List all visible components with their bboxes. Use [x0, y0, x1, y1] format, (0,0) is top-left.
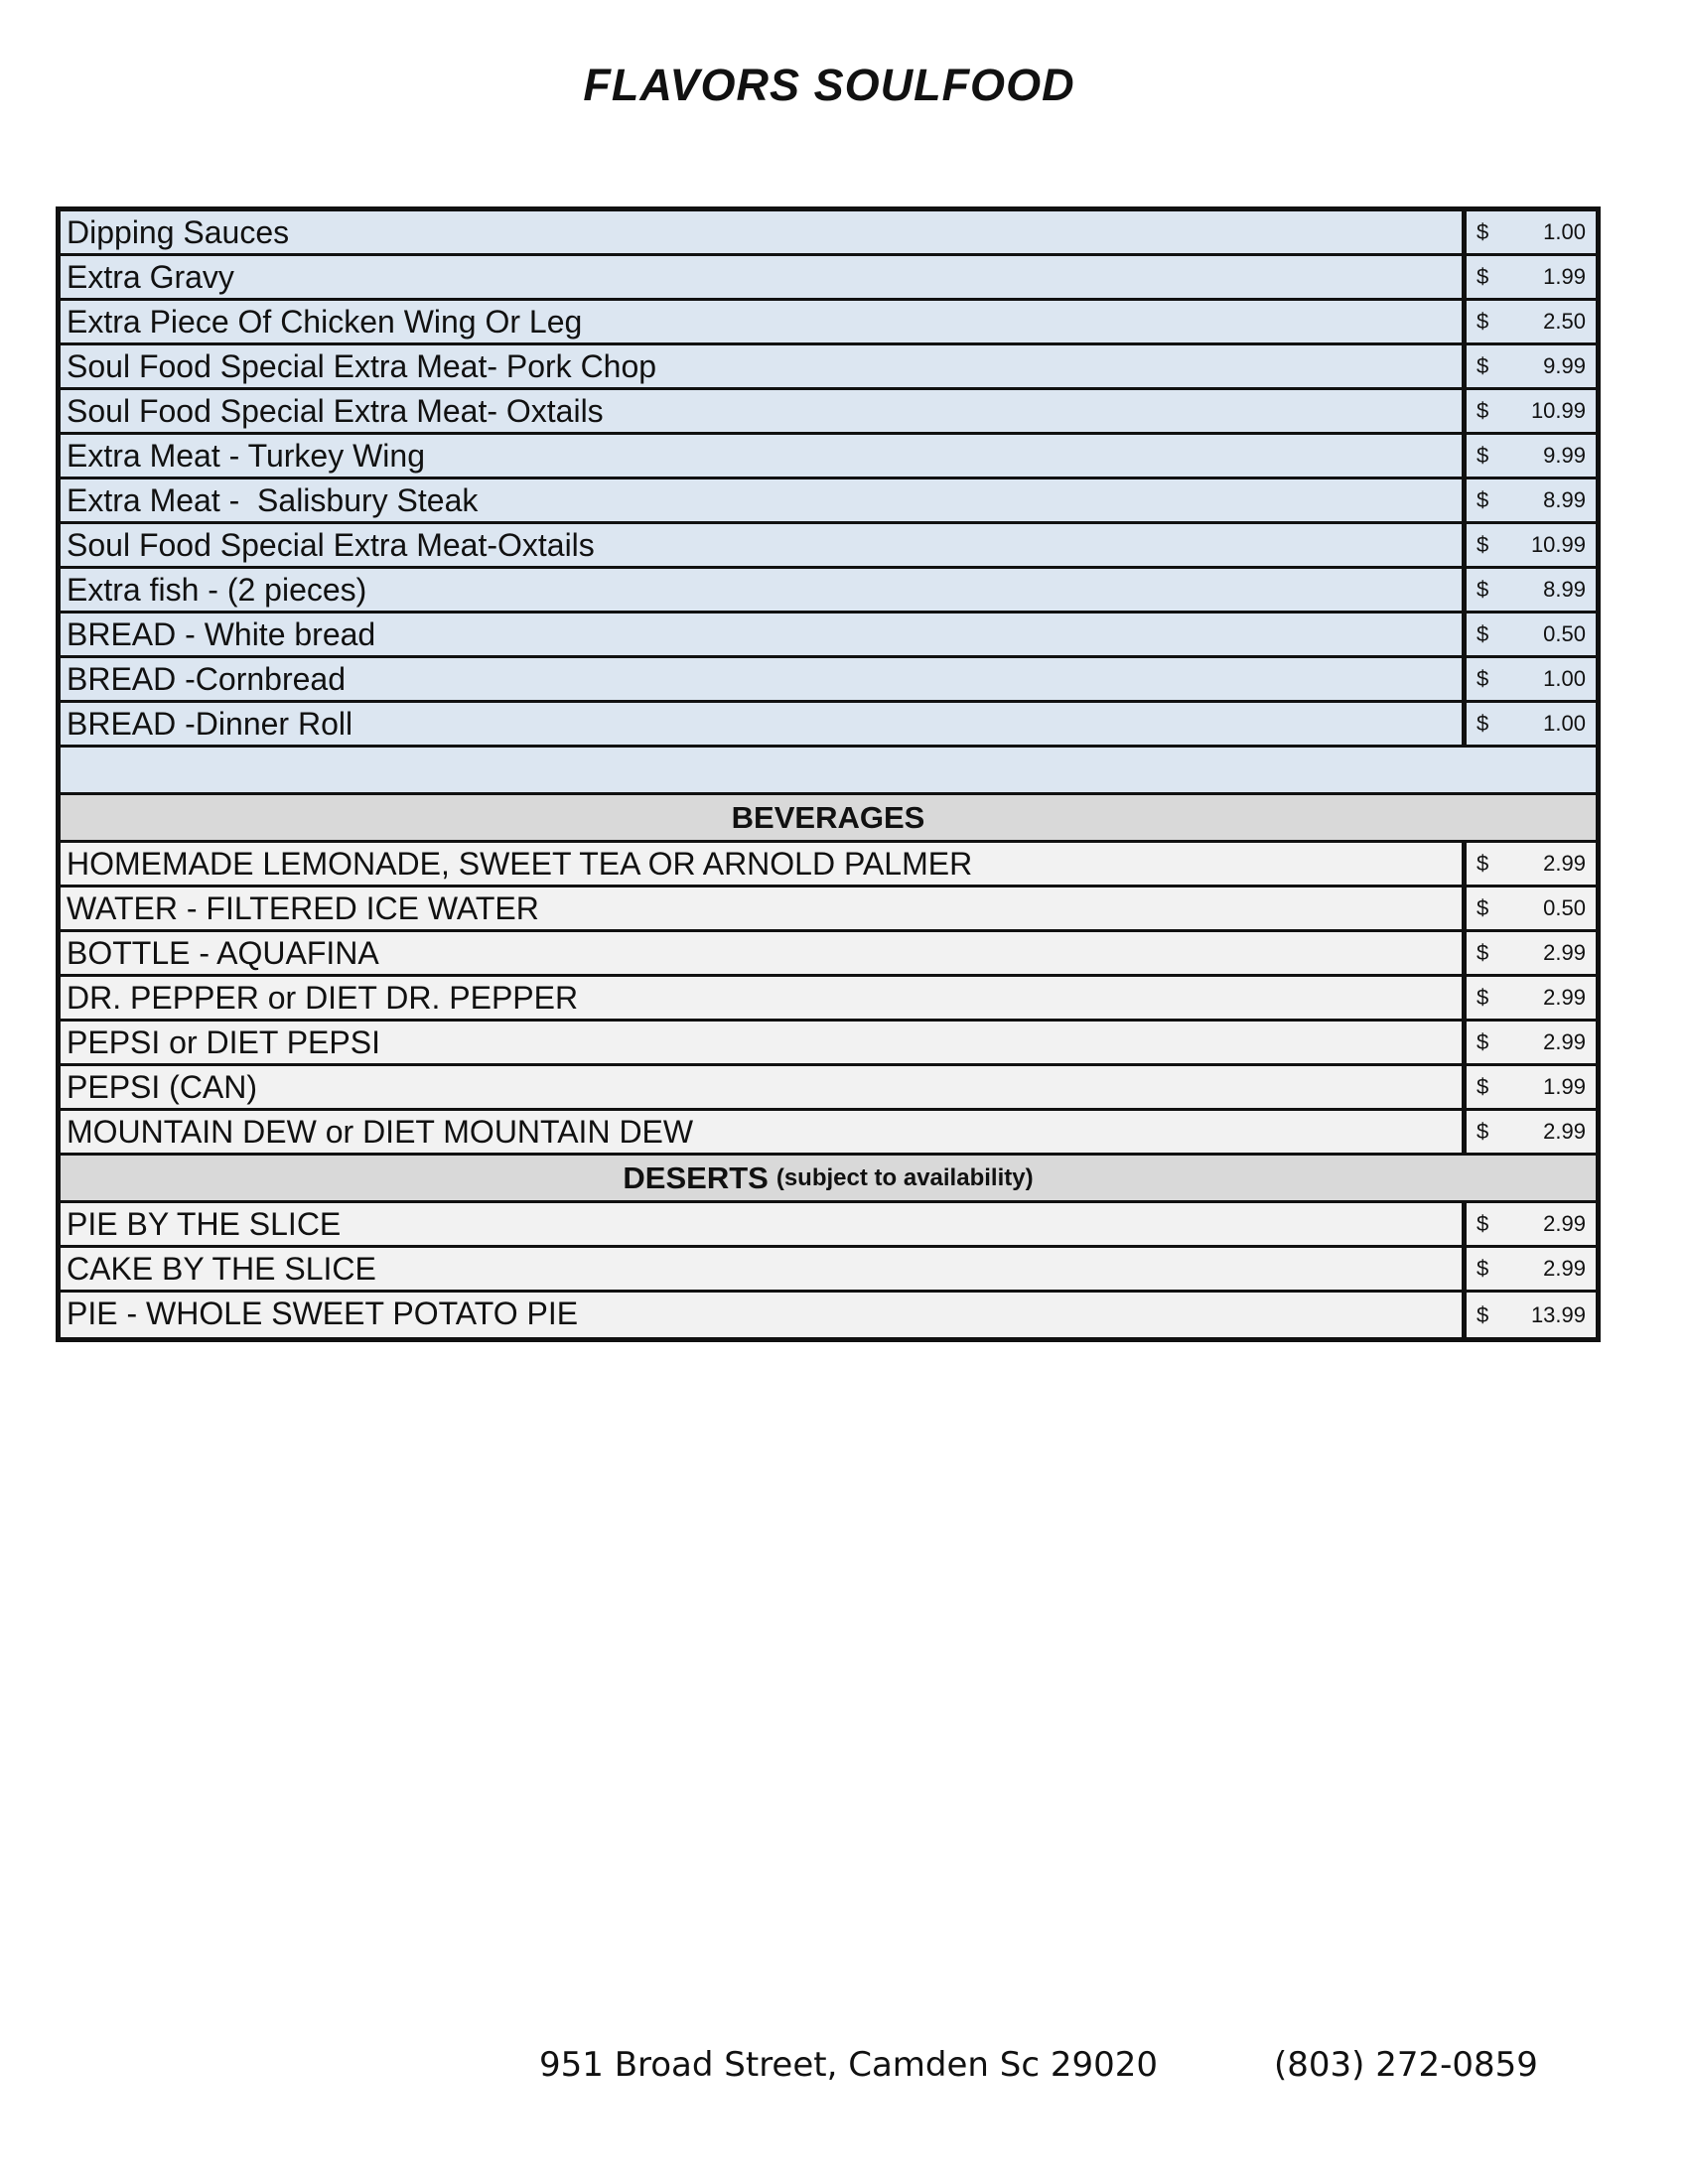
currency-symbol: $ [1477, 940, 1489, 965]
menu-row [61, 1248, 1596, 1293]
currency-symbol: $ [1477, 711, 1489, 736]
section-title: BEVERAGES [731, 799, 925, 835]
currency-symbol: $ [1477, 895, 1489, 920]
menu-row [61, 301, 1596, 345]
price-value: 2.99 [1543, 1211, 1586, 1236]
item-price [1462, 479, 1596, 521]
item-price [1462, 1022, 1596, 1063]
item-price [1462, 1111, 1596, 1153]
item-price [1462, 524, 1596, 566]
menu-row [61, 977, 1596, 1022]
item-price [1462, 1203, 1596, 1245]
currency-symbol: $ [1477, 1256, 1489, 1281]
menu-row [61, 614, 1596, 658]
menu-row [61, 1066, 1596, 1111]
item-price [1462, 614, 1596, 655]
item-name: Extra Meat - Turkey Wing [61, 435, 1462, 477]
item-name: PIE BY THE SLICE [61, 1203, 1462, 1245]
currency-symbol: $ [1477, 851, 1489, 876]
menu-row [61, 524, 1596, 569]
item-price [1462, 1293, 1596, 1337]
item-name: PEPSI or DIET PEPSI [61, 1022, 1462, 1063]
price-value: 2.99 [1543, 1256, 1586, 1281]
page-title: FLAVORS SOULFOOD [583, 60, 1075, 110]
currency-symbol: $ [1477, 487, 1489, 512]
price-value: 1.99 [1543, 264, 1586, 289]
item-price [1462, 703, 1596, 745]
menu-row [61, 435, 1596, 479]
price-value: 1.00 [1543, 219, 1586, 244]
item-price [1462, 1066, 1596, 1108]
item-name: BOTTLE - AQUAFINA [61, 932, 1462, 974]
price-value: 0.50 [1543, 621, 1586, 646]
price-value: 13.99 [1530, 1301, 1586, 1327]
item-price [1462, 345, 1596, 387]
section-note: (subject to availability) [775, 1163, 1034, 1191]
item-price [1462, 658, 1596, 700]
price-value: 9.99 [1543, 443, 1586, 468]
item-name: WATER - FILTERED ICE WATER [61, 887, 1462, 929]
menu-row [61, 345, 1596, 390]
item-name: BREAD -Dinner Roll [61, 703, 1462, 745]
item-name: PIE - WHOLE SWEET POTATO PIE [61, 1293, 1462, 1337]
deserts-header [61, 1156, 1596, 1203]
item-name: Extra Meat - Salisbury Steak [61, 479, 1462, 521]
currency-symbol: $ [1477, 353, 1489, 378]
currency-symbol: $ [1477, 1301, 1489, 1327]
menu-row [61, 211, 1596, 256]
currency-symbol: $ [1477, 532, 1489, 557]
currency-symbol: $ [1477, 621, 1489, 646]
price-value: 2.50 [1543, 309, 1586, 334]
item-name: Soul Food Special Extra Meat- Pork Chop [61, 345, 1462, 387]
item-name: MOUNTAIN DEW or DIET MOUNTAIN DEW [61, 1111, 1462, 1153]
item-price [1462, 887, 1596, 929]
item-price [1462, 569, 1596, 611]
footer-phone: (803) 272-0859 [1274, 2045, 1538, 2085]
footer-address: 951 Broad Street, Camden Sc 29020 [539, 2045, 1159, 2085]
menu-row [61, 256, 1596, 301]
price-value: 8.99 [1543, 487, 1586, 512]
menu-row [61, 658, 1596, 703]
item-price [1462, 932, 1596, 974]
item-price [1462, 211, 1596, 253]
price-value: 1.00 [1543, 711, 1586, 736]
price-value: 0.50 [1543, 895, 1586, 920]
menu-row [61, 479, 1596, 524]
beverages-header [61, 795, 1596, 843]
price-value: 10.99 [1530, 398, 1586, 423]
item-price [1462, 435, 1596, 477]
menu-row [61, 887, 1596, 932]
item-name: CAKE BY THE SLICE [61, 1248, 1462, 1290]
item-name: Soul Food Special Extra Meat-Oxtails [61, 524, 1462, 566]
item-name: Extra Piece Of Chicken Wing Or Leg [61, 301, 1462, 342]
price-value: 10.99 [1530, 532, 1586, 557]
section-title: DESERTS [623, 1160, 769, 1195]
item-price [1462, 1248, 1596, 1290]
item-name: DR. PEPPER or DIET DR. PEPPER [61, 977, 1462, 1019]
currency-symbol: $ [1477, 1074, 1489, 1099]
item-price [1462, 256, 1596, 298]
price-value: 2.99 [1543, 985, 1586, 1010]
item-name: Extra Gravy [61, 256, 1462, 298]
menu-row [61, 390, 1596, 435]
price-value: 2.99 [1543, 851, 1586, 876]
item-name: BREAD -Cornbread [61, 658, 1462, 700]
item-name: Soul Food Special Extra Meat- Oxtails [61, 390, 1462, 432]
menu-row [61, 843, 1596, 887]
price-value: 8.99 [1543, 577, 1586, 602]
currency-symbol: $ [1477, 666, 1489, 691]
item-name: Dipping Sauces [61, 211, 1462, 253]
currency-symbol: $ [1477, 985, 1489, 1010]
item-name: PEPSI (CAN) [61, 1066, 1462, 1108]
item-price [1462, 843, 1596, 885]
menu-row [61, 932, 1596, 977]
menu-row [61, 703, 1596, 748]
item-name: BREAD - White bread [61, 614, 1462, 655]
price-value: 9.99 [1543, 353, 1586, 378]
price-value: 2.99 [1543, 1119, 1586, 1144]
menu-row [61, 1293, 1596, 1337]
currency-symbol: $ [1477, 309, 1489, 334]
currency-symbol: $ [1477, 1029, 1489, 1054]
item-price [1462, 977, 1596, 1019]
currency-symbol: $ [1477, 398, 1489, 423]
item-name: HOMEMADE LEMONADE, SWEET TEA OR ARNOLD PALMER [61, 843, 1462, 885]
menu-table [56, 206, 1601, 1342]
currency-symbol: $ [1477, 219, 1489, 244]
item-price [1462, 390, 1596, 432]
spacer-row [61, 748, 1596, 795]
price-value: 1.99 [1543, 1074, 1586, 1099]
price-value: 2.99 [1543, 1029, 1586, 1054]
menu-row [61, 1203, 1596, 1248]
menu-row [61, 569, 1596, 614]
currency-symbol: $ [1477, 1119, 1489, 1144]
menu-row [61, 1111, 1596, 1156]
item-price [1462, 301, 1596, 342]
price-value: 1.00 [1543, 666, 1586, 691]
currency-symbol: $ [1477, 443, 1489, 468]
menu-row [61, 1022, 1596, 1066]
currency-symbol: $ [1477, 1211, 1489, 1236]
currency-symbol: $ [1477, 264, 1489, 289]
currency-symbol: $ [1477, 577, 1489, 602]
item-name: Extra fish - (2 pieces) [61, 569, 1462, 611]
price-value: 2.99 [1543, 940, 1586, 965]
